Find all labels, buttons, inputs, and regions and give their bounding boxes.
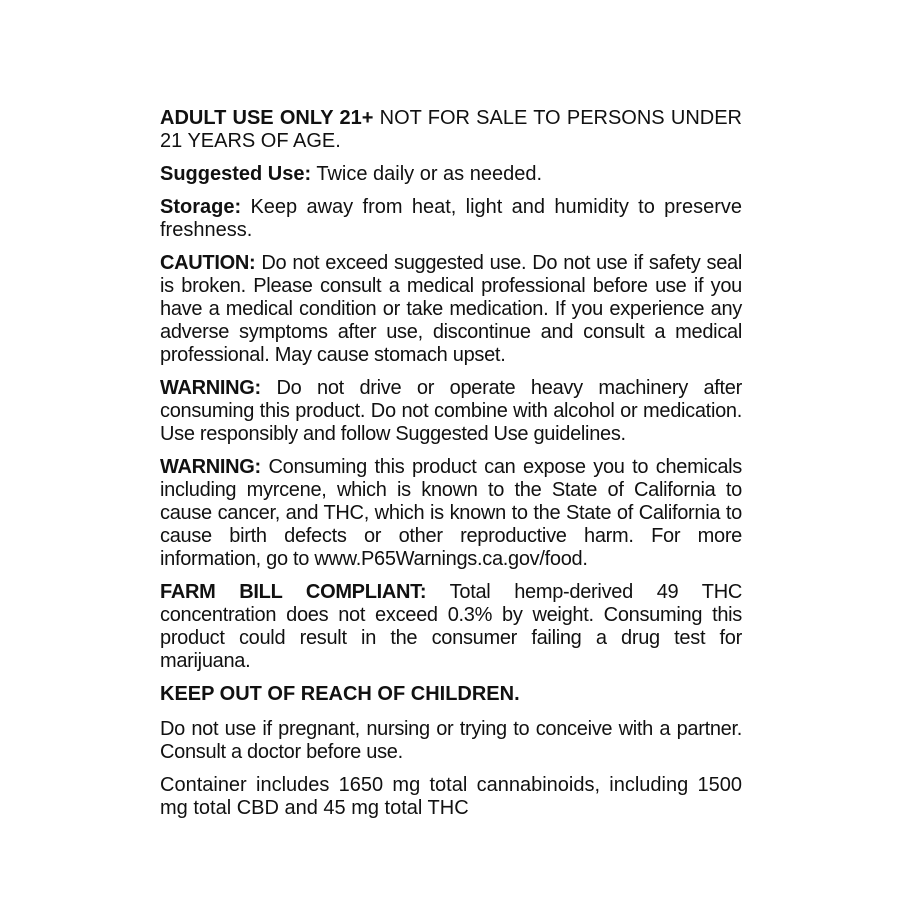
suggested-use-text: Twice daily or as needed. [311, 163, 543, 185]
caution-label: CAUTION: [160, 252, 256, 274]
storage-text: Keep away from heat, light and humidity to preserve freshness. [160, 196, 742, 241]
warning-prop65 [160, 456, 742, 571]
warning-driving [160, 377, 742, 446]
suggested-use [160, 163, 742, 186]
storage [160, 196, 742, 242]
caution [160, 252, 742, 367]
warning-prop65-label: WARNING: [160, 456, 261, 478]
warning-driving-label: WARNING: [160, 377, 261, 399]
farm-bill-compliance [160, 581, 742, 673]
suggested-use-label: Suggested Use: [160, 163, 312, 185]
children-warning: KEEP OUT OF REACH OF CHILDREN. [160, 683, 520, 705]
farm-bill-label: FARM BILL COMPLIANT: [160, 581, 427, 603]
cannabinoid-content: Container includes 1650 mg total cannabinoids, including 1500 mg total CBD and 45 mg total THC [160, 774, 742, 819]
product-label-text [160, 107, 742, 830]
farm-bill-text: Total hemp-derived 49 THC concentration does not exceed 0.3% by weight. Consuming this product could result in the consumer failing a drug test for marijuana. [160, 581, 742, 672]
warning-prop65-text: Consuming this product can expose you to chemicals including myrcene, which is known to the State of California to cause cancer, and THC, which is known to the State of California to cause birth defects or other reproductive harm. For more information, go to www.P65Warnings.ca.gov/food. [160, 456, 742, 570]
storage-label: Storage: [160, 196, 242, 218]
age-restriction-text: NOT FOR SALE TO PERSONS UNDER 21 YEARS OF AGE. [160, 107, 743, 152]
caution-text: Do not exceed suggested use. Do not use if safety seal is broken. Please consult a medical professional before use if you have a medical condition or take medication. If you experience any adverse symptoms after use, discontinue and consult a medical professional. May cause stomach upset. [160, 252, 742, 366]
pregnancy-notice: Do not use if pregnant, nursing or trying to conceive with a partner. Consult a doctor before use. [160, 718, 742, 763]
warning-driving-text: Do not drive or operate heavy machinery after consuming this product. Do not combine with alcohol or medication. Use responsibly and follow Suggested Use guidelines. [160, 377, 742, 445]
age-restriction-label: ADULT USE ONLY 21+ [160, 107, 374, 129]
age-restriction [160, 107, 742, 153]
